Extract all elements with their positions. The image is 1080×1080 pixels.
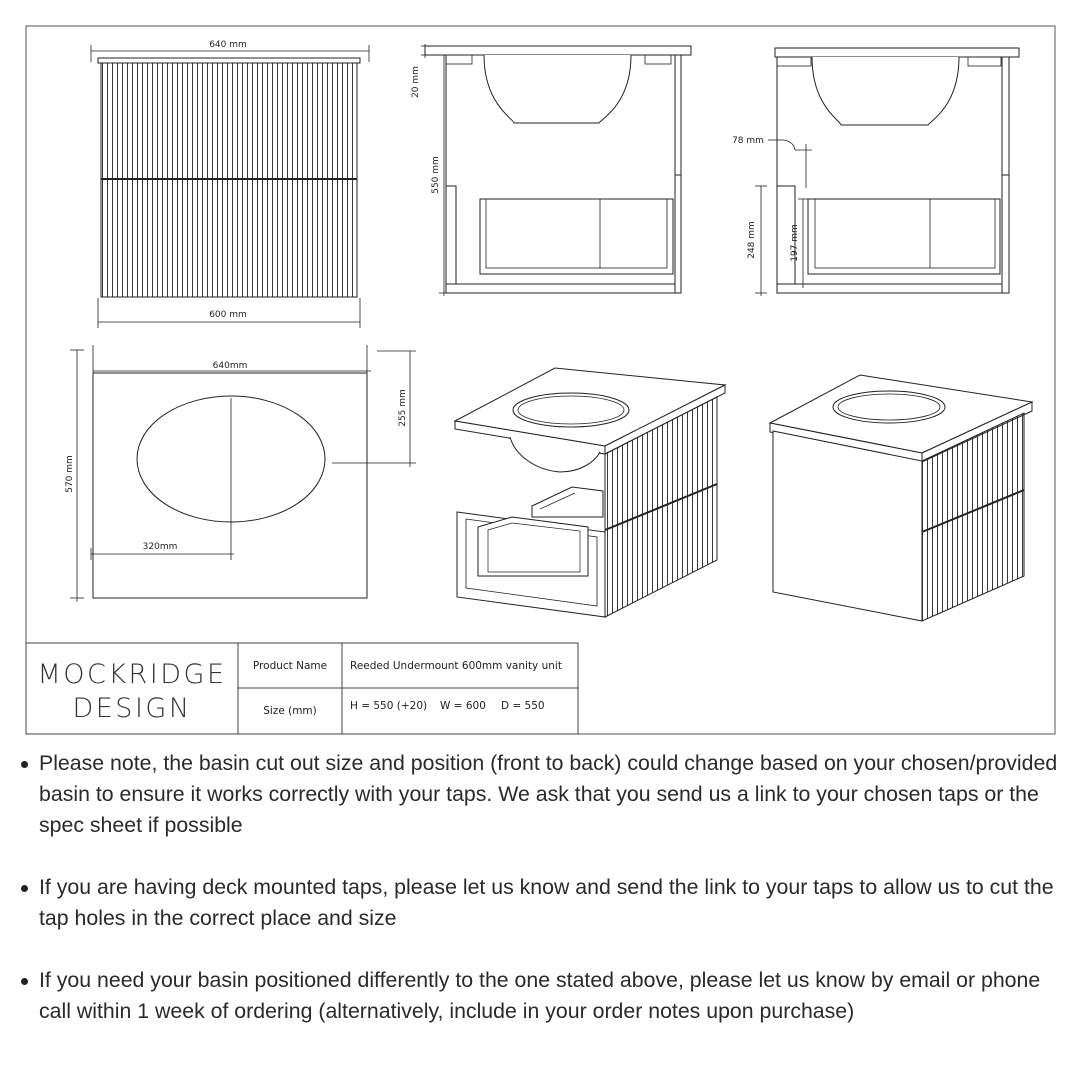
bullet-icon [21,761,28,768]
note-text: If you are having deck mounted taps, please let us know and send the link to your taps to allow us to cut the tap holes in the correct place and size [39,875,1054,930]
note-item [20,748,1070,841]
section-view-1 [411,44,691,296]
note-text: If you need your basin positioned differently to the one stated above, please let us know by email or phone call within 1 week of ordering (alternatively, include in your order notes upon purchase) [39,968,1041,1023]
dim-top-depth: 570 mm [65,455,75,493]
dim-section-height: 550 mm [431,156,441,194]
isometric-open-view [455,368,725,617]
front-elevation-view [91,40,369,328]
dim-height-outer: 248 mm [747,221,757,259]
product-name-label: Product Name [252,660,328,672]
isometric-closed-view [770,375,1032,621]
note-item [20,965,1070,1027]
dim-basin-from-back: 255 mm [398,389,408,427]
dim-height-inner: 197 mm [790,224,800,262]
bullet-icon [21,978,28,985]
dim-top-width: 640 mm [209,40,247,50]
product-name-value: Reeded Undermount 600mm vanity unit [350,660,562,672]
size-height: H = 550 (+20) [350,700,428,712]
size-depth: D = 550 [501,700,545,712]
bullet-icon [21,885,28,892]
brand-name-line1: MOCKRIDGE [37,659,227,690]
size-label: Size (mm) [263,705,317,717]
dim-top-width: 640mm [212,361,248,371]
top-plan-view [65,345,416,602]
note-item [20,872,1070,934]
dim-bottom-width: 600 mm [209,310,247,320]
brand-name-line2: DESIGN [72,693,192,724]
dim-top-thickness: 20 mm [411,66,421,98]
title-block [26,643,578,734]
notes-list [20,748,1070,1058]
size-width: W = 600 [440,700,486,712]
dim-basin-centre: 320mm [142,542,178,552]
section-view-2 [732,48,1019,296]
note-text: Please note, the basin cut out size and position (front to back) could change based on your chosen/provided basin to ensure it works correctly with your taps. We ask that you send us a link to your chosen taps or the spec sheet if possible [39,751,1058,837]
dim-inset: 78 mm [732,136,764,146]
